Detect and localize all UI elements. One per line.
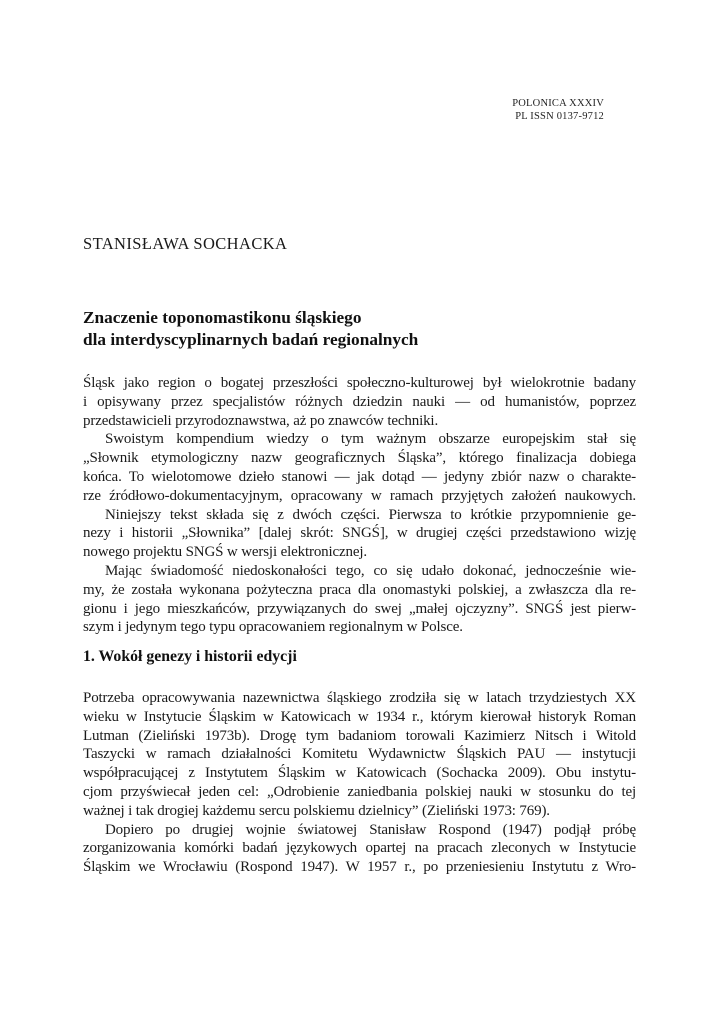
text-line: przedstawicieli przyrodoznawstwa, aż po znawców techniki. [83,412,439,429]
text-line: wieku w Instytucie Śląskim w Katowicach w 1934 r., którym kierował historyk Roman [83,708,636,725]
author-name: STANISŁAWA SOCHACKA [83,234,288,253]
journal-name: POLONICA XXXIV [512,98,604,109]
article-title [83,307,418,352]
text-line: rze źródłowo-dokumentacyjnym, opracowany w ramach przyjętych założeń naukowych. [83,487,636,504]
paragraph [83,506,636,562]
text-line: i opisywany przez specjalistów różnych dziedzin nauki — od humanistów, poprzez [83,393,636,410]
article-title-line-2: dla interdyscyplinarnych badań regionalnych [83,330,419,350]
text-line: Dopiero po drugiej wojnie światowej Stanisław Rospond (1947) podjął próbę [105,821,636,838]
paragraph [83,562,636,637]
section-heading: 1. Wokół genezy i historii edycji [83,648,297,665]
journal-issn: PL ISSN 0137-9712 [515,111,604,122]
text-line: nezy i historii „Słownika” [dalej skrót: SNGŚ], w drugiej części przedstawiono wizję [83,525,636,542]
paragraph [83,430,636,505]
text-line: zorganizowania komórki badań językowych opartej na pracach zleconych w Instytucie [83,840,636,857]
paragraph [83,689,636,821]
paragraph [83,374,636,430]
text-line: „Słownik etymologiczny nazw geograficznych Śląska”, którego finalizacja dobiega [83,450,636,467]
article-title-line-1: Znaczenie toponomastikonu śląskiego [83,308,362,327]
text-line: cjom przyświecał jeden cel: „Odrobienie zaniedbania polskiej nauki w stosunku do tej [83,783,636,800]
text-line: Śląsk jako region o bogatej przeszłości społeczno-kulturowej był wielokrotnie badany [83,375,636,391]
text-line: my, że została wykonana pożyteczna praca dla onomastyki polskiej, a zwłaszcza dla re- [83,581,636,598]
text-line: Niniejszy tekst składa się z dwóch części. Pierwsza to krótkie przypomnienie ge- [105,506,636,523]
journal-header [512,97,604,123]
text-line: szym i jedynym tego typu opracowaniem regionalnym w Polsce. [83,619,463,636]
text-line: współpracującej z Instytutem Śląskim w Katowicach (Sochacka 2009). Obu instytu- [83,765,636,782]
text-line: Potrzeba opracowywania nazewnictwa śląskiego zrodziła się w latach trzydziestych XX [83,690,636,706]
text-line: gionu i jego mieszkańców, przywiązanych do swej „małej ojczyzny”. SNGŚ jest pierw- [83,600,636,617]
section1-paragraphs [83,689,636,877]
text-line: nowego projektu SNGŚ w wersji elektronicznej. [83,544,368,561]
text-line: Lutman (Zieliński 1973b). Drogę tym badaniom torowali Kazimierz Nitsch i Witold [83,727,636,744]
text-line: Śląskim we Wrocławiu (Rospond 1947). W 1957 r., po przeniesieniu Instytutu z Wro- [83,859,636,876]
intro-paragraphs [83,374,636,637]
text-line: Mając świadomość niedoskonałości tego, co się udało dokonać, jednocześnie wie- [105,562,636,579]
text-line: ważnej i tak drogiej każdemu sercu polskiemu dzielnicy” (Zieliński 1973: 769). [83,802,550,819]
text-line: Taszycki w ramach działalności Komitetu Wydawnictw Śląskich PAU — instytucji [83,746,636,763]
text-line: Swoistym kompendium wiedzy o tym ważnym obszarze europejskim stał się [105,431,636,448]
text-line: końca. To wielotomowe dzieło stanowi — jak dotąd — jedyny zbiór nazw o charakte- [83,468,636,485]
paragraph [83,821,636,877]
